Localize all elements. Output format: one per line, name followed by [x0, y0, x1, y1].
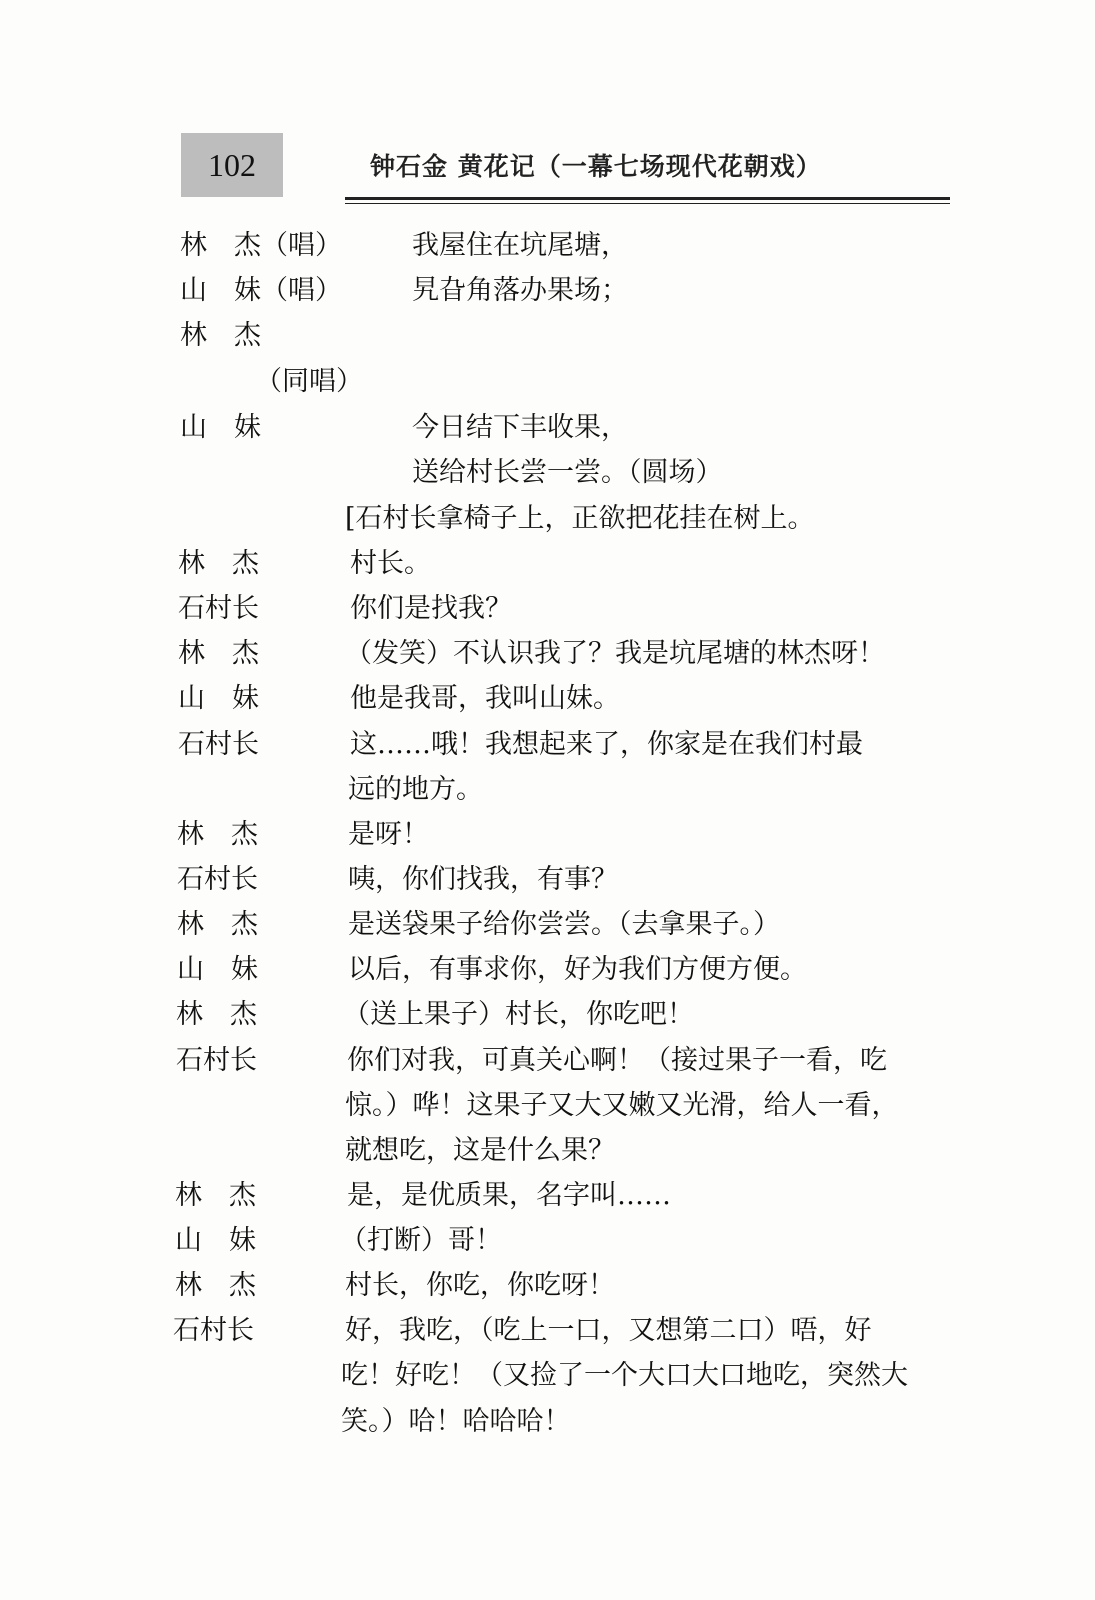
- dialogue-text: 以后，有事求你，好为我们方便方便。: [348, 954, 807, 985]
- dialogue-text: 这……哦！我想起来了，你家是在我们村最: [350, 729, 863, 760]
- dialogue-text: 今日结下丰收果，: [412, 412, 628, 443]
- speaker-label: 石村长: [178, 729, 259, 760]
- speaker-label: 石村长: [177, 864, 258, 895]
- dialogue-text: 吃！好吃！（又捡了一个大口大口地吃，突然大: [341, 1360, 908, 1391]
- dialogue-text: 笑。）哈！哈哈哈！: [341, 1406, 571, 1437]
- header-rule-thin: [345, 203, 950, 204]
- dialogue-text: 是送袋果子给你尝尝。（去拿果子。）: [348, 909, 780, 940]
- speaker-label: 林 杰: [175, 1270, 256, 1301]
- dialogue-text: 惊。）哗！这果子又大又嫩又光滑，给人一看，: [345, 1090, 899, 1121]
- speaker-label: 林 杰: [177, 909, 258, 940]
- speaker-label: 林 杰: [177, 819, 258, 850]
- stage-direction: [石村长拿椅子上，正欲把花挂在树上。: [345, 503, 815, 534]
- speaker-label: 林 杰（唱）: [180, 230, 342, 261]
- running-title: 钟石金 黄花记（一幕七场现代花朝戏）: [370, 152, 822, 181]
- header-rule: [345, 197, 950, 200]
- page-number-box: [181, 133, 283, 197]
- speaker-label: （同唱）: [255, 366, 363, 397]
- speaker-label: 石村长: [176, 1045, 257, 1076]
- speaker-label: 林 杰: [175, 1180, 256, 1211]
- speaker-label: 山 妹: [177, 954, 258, 985]
- dialogue-text: 是呀！: [348, 819, 429, 850]
- dialogue-text: 你们是找我？: [350, 593, 512, 624]
- dialogue-text: 好，我吃，（吃上一口，又想第二口）唔，好: [345, 1315, 872, 1346]
- speaker-label: 山 妹: [180, 412, 261, 443]
- speaker-label: 山 妹: [178, 683, 259, 714]
- speaker-label: 石村长: [178, 593, 259, 624]
- dialogue-text: 送给村长尝一尝。（圆场）: [412, 457, 723, 488]
- dialogue-text: （发笑）不认识我了？我是坑尾塘的林杰呀！: [345, 638, 885, 669]
- dialogue-text: 是，是优质果，名字叫……: [347, 1180, 671, 1211]
- dialogue-text: 村长。: [350, 548, 431, 579]
- speaker-label: 石村长: [173, 1315, 254, 1346]
- dialogue-text: 我屋住在坑尾塘，: [412, 230, 628, 261]
- dialogue-text: 你们对我，可真关心啊！（接过果子一看，吃: [347, 1045, 887, 1076]
- dialogue-text: 就想吃，这是什么果？: [345, 1135, 615, 1166]
- dialogue-text: 旯旮角落办果场；: [412, 275, 628, 306]
- speaker-label: 山 妹（唱）: [180, 275, 342, 306]
- dialogue-text: （送上果子）村长，你吃吧！: [343, 999, 694, 1030]
- dialogue-text: 远的地方。: [348, 774, 483, 805]
- speaker-label: 林 杰: [178, 548, 259, 579]
- page-number: 102: [208, 146, 256, 183]
- speaker-label: 林 杰: [180, 320, 261, 351]
- dialogue-text: 他是我哥，我叫山妹。: [350, 683, 620, 714]
- dialogue-text: 咦，你们找我，有事？: [348, 864, 618, 895]
- dialogue-text: （打断）哥！: [340, 1225, 502, 1256]
- speaker-label: 林 杰: [178, 638, 259, 669]
- speaker-label: 林 杰: [176, 999, 257, 1030]
- dialogue-text: 村长，你吃，你吃呀！: [345, 1270, 615, 1301]
- speaker-label: 山 妹: [175, 1225, 256, 1256]
